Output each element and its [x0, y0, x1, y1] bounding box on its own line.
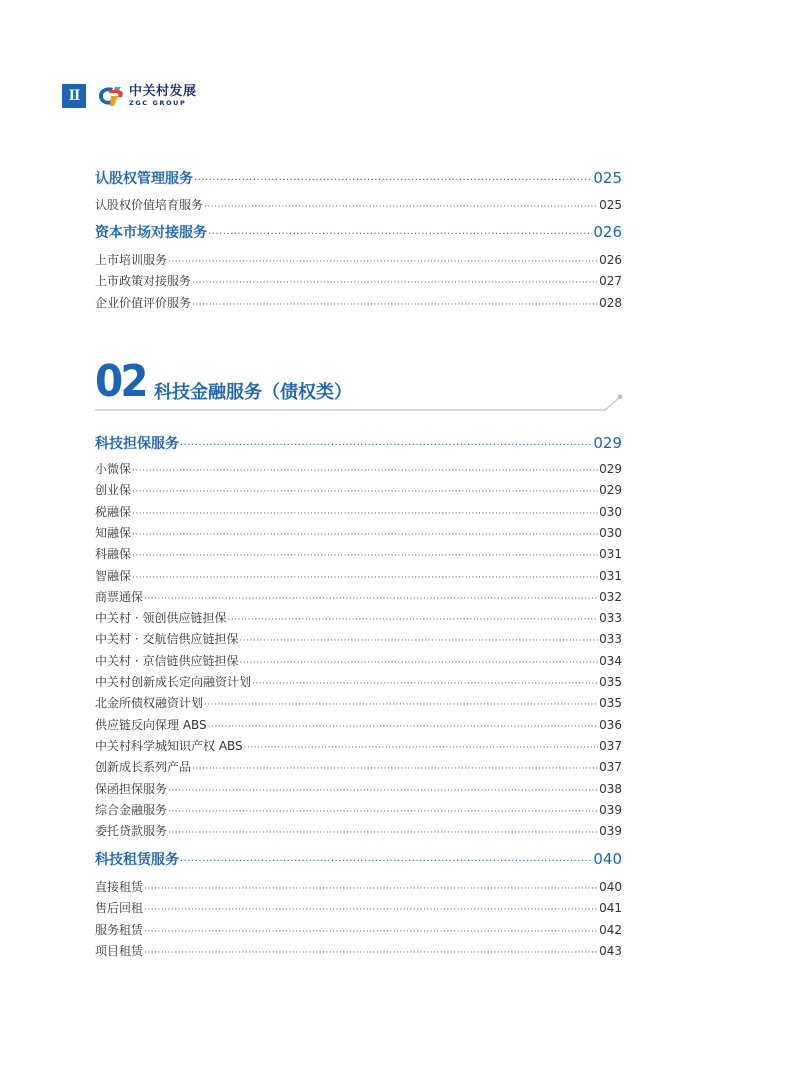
- toc-page-number: 031: [599, 568, 622, 583]
- toc-entry[interactable]: [95, 588, 622, 605]
- dot-leader: [208, 229, 592, 240]
- dot-leader: [168, 257, 598, 267]
- toc-section-entry[interactable]: [95, 433, 622, 453]
- dot-leader: [208, 722, 598, 732]
- toc-entry[interactable]: [95, 899, 622, 916]
- dot-leader: [132, 509, 598, 519]
- toc-entry[interactable]: [95, 481, 622, 498]
- toc-entry-label: 售后回租: [95, 901, 144, 916]
- dot-leader: [132, 487, 598, 497]
- toc-entry-label: 直接租赁: [95, 880, 144, 894]
- toc-section-entry[interactable]: [95, 222, 622, 242]
- toc-entry[interactable]: [95, 942, 622, 959]
- toc-entry-label: 认股权管理服务: [95, 171, 193, 187]
- toc-entry-label: 中关村 · 领创供应链担保: [95, 611, 227, 626]
- toc-entry-label: 认股权价值培育服务: [95, 198, 204, 212]
- toc-page-number: 026: [593, 223, 622, 241]
- dot-leader: [168, 807, 598, 817]
- chapter-number: 02: [95, 356, 146, 407]
- toc-page-number: 042: [599, 922, 622, 937]
- toc-entry-label: 科技租赁服务: [95, 852, 179, 868]
- toc-entry[interactable]: [95, 503, 622, 520]
- toc-entry[interactable]: [95, 737, 622, 754]
- toc-page-number: 025: [599, 198, 622, 212]
- dot-leader: [204, 202, 598, 212]
- dot-leader: [132, 551, 598, 561]
- toc-page-number: 038: [599, 781, 622, 796]
- toc-page-number: 025: [593, 169, 622, 187]
- toc-page-number: 040: [593, 850, 622, 868]
- toc-entry-label: 智融保: [95, 568, 132, 583]
- dot-leader: [168, 828, 598, 838]
- toc-page-number: 039: [599, 802, 622, 817]
- page-numeral-tab: II: [62, 84, 86, 108]
- chapter-heading: [95, 358, 625, 413]
- dot-leader: [227, 615, 598, 625]
- toc-entry[interactable]: [95, 780, 622, 797]
- dot-leader: [144, 905, 598, 915]
- dot-leader: [180, 856, 592, 867]
- dot-leader: [180, 440, 592, 451]
- toc-entry[interactable]: [95, 545, 622, 562]
- toc-entry[interactable]: [95, 567, 622, 584]
- toc-page-number: 027: [599, 274, 622, 288]
- toc-page-number: 041: [599, 901, 622, 916]
- toc-entry-label: 商票通保: [95, 589, 144, 604]
- toc-entry-label: 小微保: [95, 462, 132, 476]
- toc-entry[interactable]: [95, 196, 622, 213]
- toc-entry-label: 上市培训服务: [95, 253, 168, 267]
- toc-entry-label: 中关村 · 交航信供应链担保: [95, 632, 239, 647]
- dot-leader: [192, 278, 598, 288]
- toc-entry[interactable]: [95, 524, 622, 541]
- toc-entry-label: 企业价值评价服务: [95, 296, 192, 310]
- dot-leader: [144, 927, 598, 937]
- toc-page-number: 035: [599, 696, 622, 711]
- toc-entry[interactable]: [95, 801, 622, 818]
- dot-leader: [192, 300, 598, 310]
- dot-leader: [132, 466, 598, 476]
- toc-entry-label: 服务租赁: [95, 922, 144, 937]
- toc-page-number: 029: [593, 434, 622, 452]
- dot-leader: [244, 743, 598, 753]
- toc-entry-label: 资本市场对接服务: [95, 225, 207, 241]
- toc-page-number: 033: [599, 632, 622, 647]
- dot-leader: [204, 700, 598, 710]
- toc-page-number: 040: [599, 880, 622, 894]
- toc-entry-label: 北金所债权融资计划: [95, 696, 204, 711]
- toc-entry[interactable]: [95, 630, 622, 647]
- toc-entry-label: 税融保: [95, 504, 132, 519]
- dot-leader: [144, 884, 598, 894]
- toc-page-number: 029: [599, 462, 622, 476]
- toc-entry-label: 保函担保服务: [95, 781, 168, 796]
- toc-section-entry[interactable]: [95, 849, 622, 869]
- toc-page-number: 031: [599, 547, 622, 562]
- toc-entry[interactable]: [95, 652, 622, 669]
- toc-entry-label: 上市政策对接服务: [95, 274, 192, 288]
- toc-entry[interactable]: [95, 716, 622, 733]
- toc-page-number: 030: [599, 504, 622, 519]
- toc-page-number: 028: [599, 296, 622, 310]
- zgc-logo-icon: [96, 84, 126, 108]
- toc-entry-label: 委托贷款服务: [95, 824, 168, 839]
- toc-entry-label: 中关村创新成长定向融资计划: [95, 675, 252, 689]
- toc-page-number: 037: [599, 760, 622, 775]
- dot-leader: [132, 530, 598, 540]
- page-header: [62, 84, 197, 108]
- toc-entry-label: 创业保: [95, 483, 132, 498]
- toc-page-number: 033: [599, 611, 622, 626]
- logo-english-name: ZGC GROUP: [129, 99, 187, 108]
- toc-page-number: 032: [599, 589, 622, 604]
- toc-entry-label: 中关村科学城知识产权 ABS: [95, 738, 243, 753]
- toc-page-number: 034: [599, 653, 622, 668]
- toc-entry[interactable]: [95, 673, 622, 690]
- chapter-title: 科技金融服务（债权类）: [154, 382, 352, 403]
- toc-entry[interactable]: [95, 921, 622, 938]
- logo-chinese-name: 中关村发展: [129, 84, 197, 100]
- toc-entry[interactable]: [95, 822, 622, 839]
- toc-entry[interactable]: [95, 251, 622, 268]
- toc-page-number: 037: [599, 738, 622, 753]
- toc-entry-label: 中关村 · 京信链供应链担保: [95, 653, 239, 668]
- company-logo: [96, 84, 197, 108]
- dot-leader: [132, 573, 598, 583]
- toc-entry[interactable]: [95, 878, 622, 895]
- toc-entry-label: 知融保: [95, 525, 132, 540]
- toc-entry[interactable]: [95, 272, 622, 289]
- toc-entry-label: 供应链反向保理 ABS: [95, 717, 207, 732]
- toc-entry[interactable]: [95, 609, 622, 626]
- toc-entry-label: 科融保: [95, 547, 132, 562]
- toc-entry-label: 综合金融服务: [95, 802, 168, 817]
- toc-section-entry[interactable]: [95, 168, 622, 188]
- dot-leader: [194, 175, 592, 186]
- toc-page-number: 035: [599, 675, 622, 689]
- dot-leader: [144, 948, 598, 958]
- toc-entry[interactable]: [95, 460, 622, 477]
- toc-entry[interactable]: [95, 758, 622, 775]
- dot-leader: [192, 764, 598, 774]
- toc-entry[interactable]: [95, 294, 622, 311]
- toc-page-number: 043: [599, 943, 622, 958]
- toc-page-number: 029: [599, 483, 622, 498]
- dot-leader: [144, 594, 598, 604]
- toc-entry-label: 科技担保服务: [95, 436, 179, 452]
- toc-entry-label: 项目租赁: [95, 943, 144, 958]
- toc-page-number: 030: [599, 525, 622, 540]
- toc-entry-label: 创新成长系列产品: [95, 760, 192, 775]
- toc-entry[interactable]: [95, 694, 622, 711]
- dot-leader: [252, 679, 598, 689]
- dot-leader: [239, 658, 598, 668]
- toc-page-number: 036: [599, 717, 622, 732]
- dot-leader: [168, 786, 598, 796]
- toc-page-number: 026: [599, 253, 622, 267]
- toc-page-number: 039: [599, 824, 622, 839]
- dot-leader: [239, 636, 598, 646]
